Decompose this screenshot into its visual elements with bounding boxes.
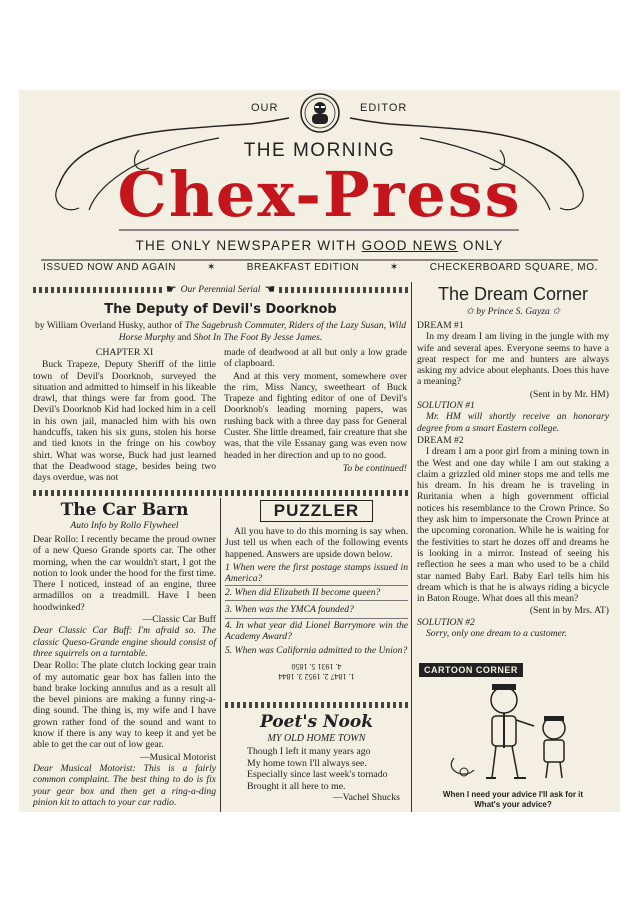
solution-heading: SOLUTION #1 xyxy=(417,400,475,412)
poets-nook-section xyxy=(225,702,408,804)
place-text: CHECKERBOARD SQUARE, MO. xyxy=(429,262,598,273)
question: 4. In what year did Lionel Barrymore win the Academy Award? xyxy=(225,620,408,643)
serial-column-1 xyxy=(33,347,216,485)
byline-pre: by William Overland Husky, author of xyxy=(34,320,185,331)
letter: Dear Rollo: I recently became the proud owner of a new Queso Grande sports car. The other morning, when the car wouldn't start, I got the notion to look under the hood for the first time. There I noticed, instead of an engine, three armadillos on a treadmill. Have I been hoodwinked? xyxy=(33,534,216,613)
newspaper-title: Chex-Press xyxy=(117,158,522,231)
poem-title: MY OLD HOME TOWN xyxy=(267,733,366,744)
puzzler-answers xyxy=(225,661,408,681)
answers-line: 1. 1847 2. 1952 3. 1844 xyxy=(278,671,355,681)
chain-border xyxy=(225,702,408,708)
serial-paragraph: made of deadwood at all but only a low grade of clapboard. xyxy=(224,347,407,370)
poem-line: Though I left it many years ago xyxy=(247,746,371,757)
serial-kicker: Our Perennial Serial xyxy=(180,284,261,295)
serial-byline xyxy=(33,320,408,343)
dream-sender: (Sent in by Mr. HM) xyxy=(529,388,609,400)
column-divider xyxy=(220,498,221,812)
answers-line: 4. 1931 5. 1850 xyxy=(291,661,342,671)
dream-text: In my dream I am living in the jungle with my wife and several apes. Everyone seems to have a great respect for me and hunters are always asking my advice about elephants. Does this have a meaning? xyxy=(417,331,609,388)
pointing-hand-icon: ☛ xyxy=(165,282,177,296)
poem xyxy=(225,746,408,804)
dream-corner-byline xyxy=(417,306,609,317)
dream-heading: DREAM #2 xyxy=(417,434,464,446)
poem-line: Especially since last week's tornado xyxy=(247,769,388,780)
solution-text: Sorry, only one dream to a customer. xyxy=(426,628,567,640)
pointing-hand-icon: ☚ xyxy=(264,282,276,296)
chain-border xyxy=(279,287,408,293)
tagline-post: ONLY xyxy=(457,238,504,253)
question: 5. When was California admitted to the Union? xyxy=(225,644,408,656)
solution-text: Mr. HM will shortly receive an honorary degree from a smart Eastern college. xyxy=(417,411,609,434)
cartoon-caption-line: When I need your advice I'll ask for it xyxy=(442,790,584,799)
cartoon-caption xyxy=(417,790,609,809)
edition-text: BREAKFAST EDITION xyxy=(246,262,360,273)
byline-books-1: The Sagebrush Commuter, Riders of the Lazy Susan, Wild Horse Murphy xyxy=(118,320,407,343)
cartoon-illustration xyxy=(434,678,604,788)
puzzler-text xyxy=(225,526,408,681)
star-icon: ✶ xyxy=(206,262,216,273)
masthead-editor: EDITOR xyxy=(360,102,408,114)
dream-corner-section xyxy=(417,284,609,640)
chain-border xyxy=(33,287,162,293)
car-barn-text xyxy=(33,534,216,808)
column-divider xyxy=(411,282,412,812)
cartoon-corner-label: CARTOON CORNER xyxy=(419,663,523,677)
puzzler-section xyxy=(225,500,408,681)
puzzler-intro: All you have to do this morning is say when. Just tell us when each of the following events happened. Answers are upside down below. xyxy=(225,526,408,560)
poem-line: Brought it all here to me. xyxy=(247,780,346,792)
question: 3. When was the YMCA founded? xyxy=(225,601,408,619)
dream-corner-text xyxy=(417,320,609,639)
question: 1 When were the first postage stamps issued in America? xyxy=(225,561,408,587)
dream-text: I dream I am a poor girl from a mining town in the West and one day while I am out staking a claim a grizzled old miner stops me and tells me his dream. In his dream he is traveling in Ruritania when a high government official notices his resemblance to the Crown Prince. So they ask him to impersonate the Crown Prince at the upcoming coronation. While he is waiting for the festivities to start he dozes off and dreams he is looking in a mirror. Instead of seeing his reflection he sees a man who used to be a child star named Baby Earl. Baby Earl tells him his dream which is that he is always riding a bicycle in Baton Rouge. What does all this mean? xyxy=(417,446,609,605)
tagline-pre: THE ONLY NEWSPAPER WITH xyxy=(135,238,362,253)
puzzler-title: PUZZLER xyxy=(260,500,373,522)
byline-books-2: Shot In The Foot By Jesse James. xyxy=(193,331,323,343)
chain-border xyxy=(33,490,408,496)
serial-section xyxy=(33,282,408,485)
byline-and: and xyxy=(174,331,194,343)
serial-paragraph: Buck Trapeze, Deputy Sheriff of the little town of Devil's Doorknob, surveyed the situation and admitted to himself in his likeable drawl, that things were far from good. The Devil's Doorknob Kid had locked him in a cell in his own jail, manacled him with his own handcuffs, taken his six guns, stolen his horse and tied knots in the fringe on his cowboy shirt. What was worse, Buck had just learned that the Deadwood stage, besides being two days overdue, was not xyxy=(33,359,216,484)
serial-column-2 xyxy=(224,347,407,485)
editor-portrait-icon xyxy=(299,92,341,134)
letter: Dear Rollo: The plate clutch locking gear train of my automatic gear box has fallen into the band brake locking annulus and as a result all the bevel pinions are making a funny ring-a-ding sound. The thing is, my wife and I have grown rather fond of the sound and want to know if there is any way to keep it and yet be able to get the car out of low gear. xyxy=(33,660,216,751)
answer: Dear Musical Motorist: This is a fairly common complaint. The best thing to do is fix your gear box and then get a ring-a-ding pinion kit to attach to your car radio. xyxy=(33,762,216,808)
question: 2. When did Elizabeth II become queen? xyxy=(225,586,408,600)
chapter-heading: CHAPTER XI xyxy=(95,347,154,358)
issued-text: ISSUED NOW AND AGAIN xyxy=(43,262,177,273)
star-icon: ✩ xyxy=(549,306,561,317)
tagline-good-news: GOOD NEWS xyxy=(361,238,458,253)
signature: —Musical Motorist xyxy=(140,751,216,763)
poets-nook-title: Poet's Nook xyxy=(259,712,374,732)
dream-corner-by: by Prince S. Gayza xyxy=(476,306,550,317)
puzzler-questions xyxy=(225,561,408,657)
solution-heading: SOLUTION #2 xyxy=(417,616,475,628)
info-bar xyxy=(43,262,598,273)
dream-heading: DREAM #1 xyxy=(417,320,464,331)
star-icon: ✩ xyxy=(465,306,477,317)
car-barn-section xyxy=(33,500,216,809)
answer: Dear Classic Car Buff: I'm afraid so. The classic Queso-Grande engine should consist of three squirrels on a turntable. xyxy=(33,625,216,659)
dream-corner-title-text: The Dream Corner xyxy=(437,284,589,304)
poem-author: —Vachel Shucks xyxy=(332,792,400,803)
cartoon-caption-line: What's your advice? xyxy=(474,799,552,809)
tagline xyxy=(19,238,620,253)
masthead-our: OUR xyxy=(251,102,279,114)
poem-line: My home town I'll always see. xyxy=(247,757,367,769)
masthead-the-morning: THE MORNING xyxy=(243,140,396,161)
dream-sender: (Sent in by Mrs. AT) xyxy=(529,605,609,617)
dream-corner-title xyxy=(417,284,609,305)
car-barn-subtitle: Auto Info by Rollo Flywheel xyxy=(70,520,179,531)
car-barn-title: The Car Barn xyxy=(60,500,189,520)
to-be-continued: To be continued! xyxy=(342,462,407,474)
signature: —Classic Car Buff xyxy=(142,614,216,626)
newspaper-page xyxy=(19,90,620,812)
star-icon: ✶ xyxy=(389,262,399,273)
serial-title: The Deputy of Devil's Doorknob xyxy=(104,302,337,317)
serial-paragraph: And at this very moment, somewhere over the rim, Miss Nancy, sweetheart of Buck Trapeze and fighting editor of one of Devil's Doorknob's leading morning papers, was rushing back with a three day pass for General Custer. She little dreamed, fair creature that she was, that the vile Essanay gang was even now headed in her direction and up to no good. xyxy=(224,370,407,461)
